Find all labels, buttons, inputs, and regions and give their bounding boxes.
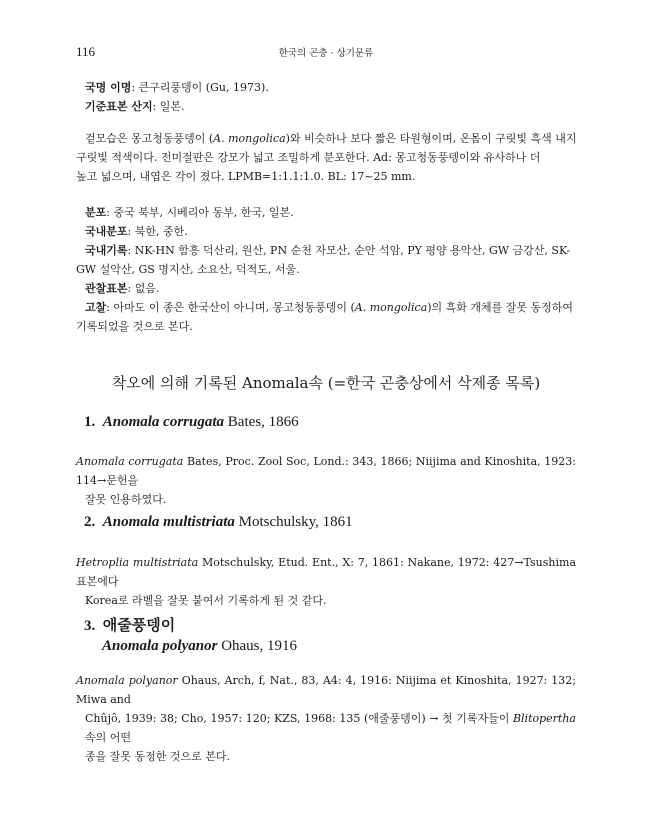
reference-line: 잘못 인용하였다. — [85, 493, 167, 506]
item-reference-3 — [76, 671, 576, 766]
description-line-3: 높고 넓으며, 내엽은 각이 졌다. LPMB=1:1.1:1.0. BL: 17~25 mm. — [76, 170, 416, 183]
genus-italic: Blitopertha — [512, 712, 576, 725]
item-korean-name: 애줄풍뎅이 — [102, 618, 176, 634]
names-value: : 큰구리풍뎅이 (Gu, 1973). — [131, 81, 269, 94]
running-title: 한국의 곤충 · 상기문류 — [278, 48, 374, 59]
item-reference-1 — [76, 452, 576, 509]
names-row — [76, 78, 576, 97]
distribution-label: 분포 — [85, 206, 107, 219]
distribution-block — [76, 203, 576, 336]
page-number: 116 — [76, 44, 96, 59]
description-text: )와 비슷하나 보다 짧은 타원형이며, 온몸이 구릿빛 흑색 내지 — [285, 132, 577, 145]
reference-species: Hetroplia multistriata — [76, 556, 199, 569]
korea-distribution-value: : 북한, 중한. — [127, 225, 188, 238]
description-line-2: 구릿빛 적색이다. 전미절판은 강모가 넓고 조밀하게 분포한다. Ad: 몽고청동풍뎅이와 유사하나 더 — [76, 151, 541, 164]
type-locality-value: : 일본. — [152, 100, 185, 113]
reference-text: Ohaus, Arch, f, Nat., 83, A4: 4, 1916: Niijima et Kinoshita, 1927: 132; Miwa and — [76, 674, 576, 706]
distribution-value: : 중국 북부, 시베리아 동부, 한국, 일본. — [106, 206, 294, 219]
description-line-1 — [76, 129, 576, 148]
korea-distribution-row — [76, 222, 576, 241]
examined-row — [76, 279, 576, 298]
examined-value: : 없음. — [127, 282, 160, 295]
item-heading-3 — [84, 616, 297, 656]
species-names-block — [76, 78, 576, 116]
korea-record-value: : NK-HN 함흥 덕산리, 원산, PN 순천 자모산, 순안 석암, PY 평양 용악산, GW 금강산, SK- — [127, 244, 571, 257]
species-italic: A. mongolica — [213, 132, 286, 145]
korea-distribution-label: 국내분포 — [85, 225, 128, 238]
reference-line — [76, 709, 576, 747]
remark-label: 고찰 — [85, 301, 107, 314]
item-species-name: Anomala corrugata — [102, 414, 225, 430]
names-label: 국명 이명 — [85, 81, 132, 94]
examined-label: 관찰표본 — [85, 282, 128, 295]
item-number: 1. — [84, 414, 96, 430]
type-locality-label: 기준표본 산지 — [85, 100, 153, 113]
distribution-row — [76, 203, 576, 222]
korea-record-row-cont: GW 설악산, GS 명지산, 소요산, 덕적도, 서울. — [76, 263, 300, 276]
item-author: Motschulsky, 1861 — [234, 514, 353, 530]
remark-text: : 아마도 이 종은 한국산이 아니며, 몽고청동풍뎅이 ( — [106, 301, 355, 314]
reference-species: Anomala corrugata — [76, 455, 184, 468]
item-author: Ohaus, 1916 — [217, 638, 298, 654]
reference-text: Bates, Proc. Zool Soc, Lond.: 343, 1866; Niijima and Kinoshita, 1923: 114→문헌을 — [76, 455, 576, 487]
reference-line — [76, 452, 576, 490]
item-number: 2. — [84, 514, 96, 530]
section-title: 착오에 의해 기록된 Anomala속 (=한국 곤충상에서 삭제종 목록) — [111, 374, 541, 392]
page-header — [76, 44, 576, 60]
reference-text: Motschulsky, Etud. Ent., X: 7, 1861: Nakane, 1972: 427→Tsushima 표본에다 — [76, 556, 577, 588]
reference-text: 속의 어떤 — [85, 731, 132, 744]
reference-line — [76, 671, 576, 709]
remark-row-cont: 기록되었을 것으로 본다. — [76, 320, 193, 333]
item-heading-1 — [84, 414, 299, 431]
reference-text: Chûjô, 1939: 38; Cho, 1957: 120; KZS, 1968: 135 (애줄풍뎅이) → 첫 기록자들이 — [85, 712, 513, 725]
reference-line: 종을 잘못 동정한 것으로 본다. — [85, 750, 230, 763]
remark-row — [76, 298, 576, 317]
reference-line — [76, 553, 576, 591]
remark-text: )의 흑화 개체를 잘못 동정하여 — [427, 301, 574, 314]
species-italic: A. mongolica — [354, 301, 428, 314]
item-species-name: Anomala multistriata — [102, 514, 235, 530]
korea-record-row — [76, 241, 576, 260]
reference-line: Korea로 라벨을 잘못 붙여서 기록하게 된 것 같다. — [85, 594, 327, 607]
type-locality-row — [76, 97, 576, 116]
item-species-name: Anomala polyanor — [102, 638, 218, 654]
reference-species: Anomala polyanor — [76, 674, 178, 687]
item-heading-2 — [84, 514, 353, 531]
item-number: 3. — [84, 618, 96, 634]
item-reference-2 — [76, 553, 576, 610]
korea-record-label: 국내기록 — [85, 244, 128, 257]
item-author: Bates, 1866 — [224, 414, 299, 430]
description-text: 겉모습은 몽고청동풍뎅이 ( — [85, 132, 214, 145]
description-paragraph — [76, 129, 576, 186]
